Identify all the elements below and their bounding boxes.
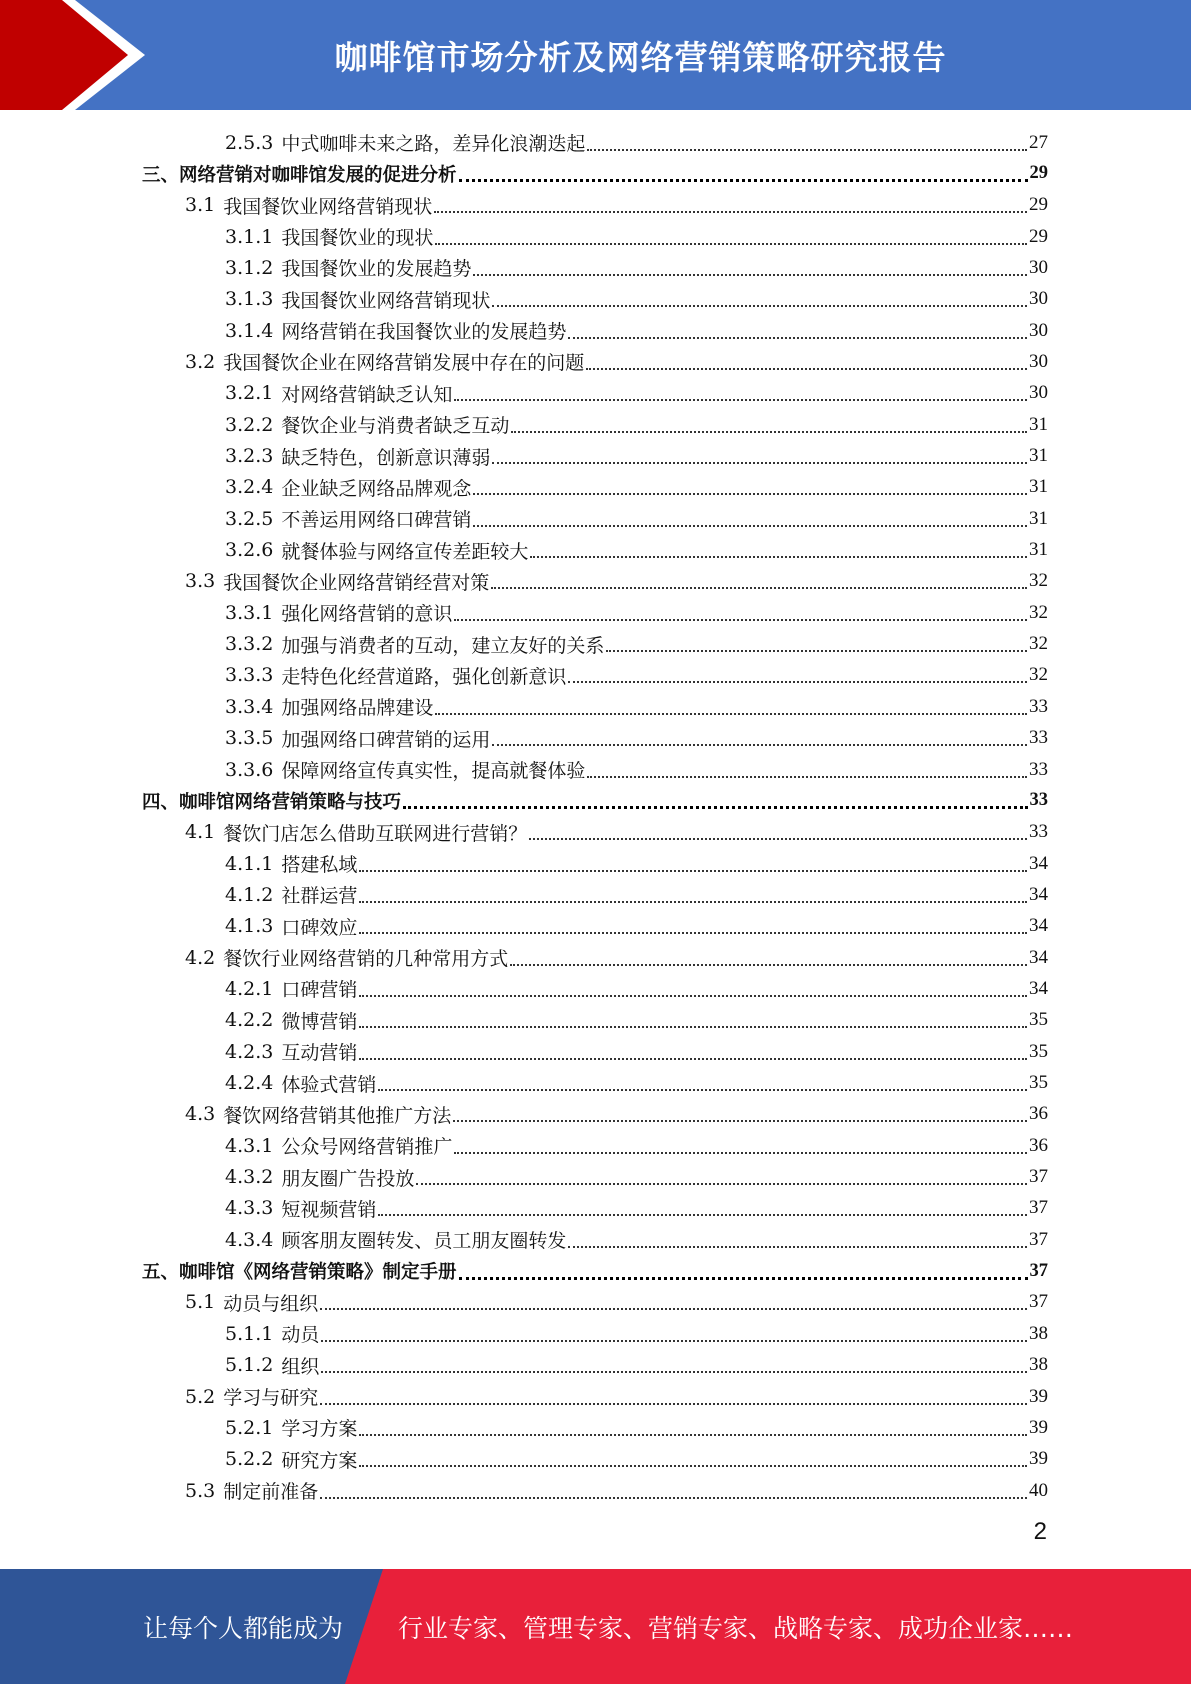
toc-entry[interactable] [185, 1099, 1048, 1130]
toc-entry-page: 32 [1029, 633, 1048, 655]
toc-entry[interactable] [225, 973, 1048, 1004]
toc-entry-number: 3.3 [185, 570, 216, 593]
toc-entry[interactable] [225, 378, 1048, 409]
toc-entry-page: 36 [1029, 1103, 1048, 1125]
toc-dot-leader [530, 538, 1027, 558]
toc-entry-page: 31 [1029, 413, 1048, 435]
toc-dot-leader [434, 193, 1027, 213]
toc-entry[interactable] [185, 942, 1048, 973]
toc-entry-title: 缺乏特色，创新意识薄弱 [281, 446, 491, 469]
toc-entry-title: 对网络营销缺乏认知 [281, 383, 453, 406]
toc-entry-title: 我国餐饮企业在网络营销发展中存在的问题 [223, 352, 585, 375]
toc-entry-title: 学习与研究 [223, 1387, 319, 1409]
toc-dot-leader [459, 161, 1028, 182]
toc-entry-page: 37 [1029, 1291, 1048, 1313]
toc-dot-leader [511, 413, 1027, 433]
toc-dot-leader [473, 507, 1027, 527]
toc-entry-number: 3.1.4 [225, 319, 274, 342]
toc-entry-title: 体验式营销 [281, 1073, 377, 1096]
toc-dot-leader [606, 632, 1027, 652]
toc-entry-number: 4.1.2 [225, 883, 274, 906]
toc-entry-title: 互动营销 [281, 1042, 358, 1065]
toc-entry-number: 3.3.5 [225, 727, 274, 750]
toc-entry-title: 顾客朋友圈转发、员工朋友圈转发 [281, 1230, 567, 1253]
toc-entry-number: 3.3.3 [225, 664, 274, 687]
toc-entry[interactable] [225, 535, 1048, 566]
footer-slogan-right: 行业专家、管理专家、营销专家、战略专家、成功企业家…… [398, 1613, 1074, 1643]
page-footer [0, 1569, 1191, 1684]
toc-entry[interactable] [142, 785, 1048, 816]
toc-entry-page: 36 [1029, 1134, 1048, 1156]
toc-entry-title: 强化网络营销的意识 [281, 603, 453, 626]
toc-entry[interactable] [225, 629, 1048, 660]
toc-entry-title: 企业缺乏网络品牌观念 [281, 477, 472, 500]
toc-entry-title: 加强网络口碑营销的运用 [281, 728, 491, 751]
toc-dot-leader [320, 1290, 1027, 1310]
toc-entry-page: 33 [1029, 695, 1048, 717]
toc-entry-title: 加强网络品牌建设 [281, 697, 434, 720]
toc-entry-number: 3.1 [185, 194, 216, 217]
toc-entry-page: 30 [1029, 382, 1048, 404]
toc-entry-number: 4.3 [185, 1103, 216, 1126]
toc-entry-title: 社群运营 [281, 885, 358, 908]
toc-entry[interactable] [225, 1036, 1048, 1067]
toc-entry[interactable] [225, 691, 1048, 722]
toc-entry[interactable] [225, 1068, 1048, 1099]
toc-entry-title: 我国餐饮业网络营销现状 [223, 195, 433, 218]
toc-entry-page: 34 [1029, 883, 1048, 905]
toc-entry[interactable] [185, 566, 1048, 597]
toc-entry-page: 27 [1029, 131, 1048, 153]
document-title: 咖啡馆市场分析及网络营销策略研究报告 [334, 37, 947, 77]
toc-entry-number: 5.2.2 [225, 1448, 274, 1471]
toc-dot-leader [587, 758, 1027, 778]
toc-entry-page: 33 [1029, 727, 1048, 749]
toc-entry[interactable] [225, 252, 1048, 283]
toc-entry-title: 动员 [281, 1324, 320, 1347]
toc-entry-title: 餐饮门店怎么借助互联网进行营销？ [223, 822, 528, 845]
toc-entry-page: 37 [1029, 1228, 1048, 1250]
toc-entry-title: 我国餐饮业网络营销现状 [281, 289, 491, 312]
toc-entry-page: 38 [1029, 1322, 1048, 1344]
toc-entry-page: 35 [1029, 1072, 1048, 1093]
toc-dot-leader [359, 852, 1027, 872]
toc-entry-number: 3.3.2 [225, 633, 274, 656]
toc-entry-number: 5.2.1 [225, 1416, 274, 1439]
toc-entry-page: 31 [1029, 445, 1048, 466]
toc-entry-title: 保障网络宣传真实性，提高就餐体验 [281, 760, 586, 782]
toc-entry-title: 四、咖啡馆网络营销策略与技巧 [142, 791, 402, 813]
toc-dot-leader [435, 225, 1027, 245]
toc-dot-leader [321, 1353, 1027, 1373]
toc-entry-page: 33 [1029, 821, 1048, 843]
toc-dot-leader [491, 569, 1027, 589]
toc-entry[interactable] [225, 127, 1048, 158]
toc-entry-title: 微博营销 [281, 1010, 358, 1033]
toc-dot-leader [359, 1008, 1027, 1028]
toc-entry[interactable] [225, 1350, 1048, 1381]
toc-entry-title: 我国餐饮业的发展趋势 [281, 258, 472, 281]
toc-entry-number: 5.1.1 [225, 1322, 274, 1345]
toc-entry[interactable] [225, 409, 1048, 440]
toc-entry-number: 4.3.3 [225, 1197, 274, 1220]
toc-entry-number: 5.1 [185, 1291, 216, 1314]
toc-dot-leader [378, 1196, 1027, 1216]
toc-entry-page: 37 [1029, 1166, 1048, 1188]
toc-entry-number: 4.2 [185, 946, 216, 969]
toc-entry[interactable] [225, 503, 1048, 534]
toc-entry[interactable] [225, 1130, 1048, 1161]
toc-entry-page: 34 [1029, 977, 1048, 999]
toc-entry[interactable] [185, 346, 1048, 377]
toc-entry[interactable] [225, 597, 1048, 628]
toc-dot-leader [529, 820, 1027, 840]
toc-dot-leader [492, 444, 1027, 464]
toc-entry-number: 4.1.3 [225, 915, 274, 938]
toc-entry-page: 37 [1029, 1197, 1048, 1219]
toc-dot-leader [492, 726, 1027, 746]
toc-entry-title: 朋友圈广告投放 [281, 1167, 415, 1190]
toc-entry-page: 32 [1029, 601, 1048, 623]
toc-entry-title: 搭建私域 [281, 854, 358, 877]
toc-entry[interactable] [225, 879, 1048, 910]
toc-entry[interactable] [225, 848, 1048, 879]
toc-entry-title: 公众号网络营销推广 [281, 1136, 453, 1159]
toc-entry-title: 网络营销在我国餐饮业的发展趋势 [281, 321, 567, 344]
toc-dot-leader [473, 475, 1027, 495]
toc-entry[interactable] [225, 1412, 1048, 1443]
toc-entry-title: 口碑营销 [281, 979, 358, 1002]
toc-entry-page: 29 [1029, 225, 1048, 247]
toc-entry[interactable] [185, 1381, 1048, 1412]
toc-entry-title: 餐饮网络营销其他推广方法 [223, 1104, 452, 1127]
toc-entry-title: 五、咖啡馆《网络营销策略》制定手册 [142, 1262, 457, 1284]
toc-entry-title: 组织 [281, 1355, 320, 1378]
toc-entry-page: 31 [1029, 476, 1048, 498]
toc-entry-title: 动员与组织 [223, 1292, 319, 1315]
toc-entry-title: 研究方案 [281, 1449, 358, 1472]
toc-entry[interactable] [225, 1318, 1048, 1349]
toc-entry-page: 32 [1029, 570, 1048, 592]
toc-entry-page: 31 [1029, 507, 1048, 529]
toc-entry-number: 3.2.5 [225, 507, 274, 530]
toc-entry-number: 3.2.1 [225, 382, 274, 405]
toc-entry-number: 3.3.4 [225, 695, 274, 718]
toc-entry-page: 34 [1029, 852, 1048, 874]
toc-dot-leader [587, 131, 1027, 151]
toc-entry-number: 4.3.2 [225, 1166, 274, 1189]
toc-entry-page: 34 [1029, 915, 1048, 937]
toc-entry-number: 3.2.2 [225, 413, 274, 436]
toc-entry[interactable] [225, 221, 1048, 252]
toc-dot-leader [359, 1416, 1027, 1436]
toc-entry-number: 4.2.1 [225, 977, 274, 1000]
toc-dot-leader [359, 914, 1027, 934]
toc-entry-number: 4.3.4 [225, 1228, 274, 1251]
toc-entry[interactable] [185, 817, 1048, 848]
toc-entry[interactable] [225, 754, 1048, 785]
toc-entry-page: 39 [1029, 1416, 1048, 1438]
toc-entry-number: 2.5.3 [225, 131, 274, 154]
toc-entry-page: 34 [1029, 946, 1048, 968]
toc-entry[interactable] [225, 472, 1048, 503]
toc-dot-leader [359, 883, 1027, 903]
toc-entry-title: 餐饮行业网络营销的几种常用方式 [223, 948, 509, 971]
toc-dot-leader [359, 977, 1027, 997]
toc-entry-number: 3.3.6 [225, 758, 274, 781]
toc-entry[interactable] [185, 1475, 1048, 1506]
toc-entry-page: 38 [1029, 1354, 1048, 1376]
toc-entry-title: 不善运用网络口碑营销 [281, 509, 472, 532]
toc-entry-number: 3.1.1 [225, 225, 274, 248]
toc-entry-title: 餐饮企业与消费者缺乏互动 [281, 415, 510, 438]
toc-dot-leader [510, 946, 1027, 966]
toc-entry-title: 口碑效应 [281, 916, 358, 939]
toc-entry-page: 30 [1029, 288, 1048, 310]
toc-entry-number: 3.2.4 [225, 476, 274, 499]
toc-entry[interactable] [185, 190, 1048, 221]
page-header [0, 0, 1191, 110]
toc-dot-leader [320, 1385, 1027, 1405]
toc-dot-leader [321, 1322, 1027, 1342]
toc-entry[interactable] [225, 1162, 1048, 1193]
toc-entry-title: 我国餐饮企业网络营销经营对策 [223, 571, 490, 594]
toc-entry-number: 3.2 [185, 350, 216, 373]
toc-dot-leader [586, 350, 1027, 370]
toc-entry-number: 4.3.1 [225, 1134, 274, 1157]
toc-entry-number: 4.1.1 [225, 852, 274, 875]
toc-entry[interactable] [225, 723, 1048, 754]
toc-entry-number: 3.1.2 [225, 256, 274, 279]
toc-dot-leader [320, 1479, 1027, 1499]
toc-entry-page: 39 [1029, 1448, 1048, 1470]
toc-entry-page: 35 [1029, 1040, 1048, 1062]
toc-entry[interactable] [225, 1224, 1048, 1255]
toc-entry[interactable] [142, 1256, 1048, 1287]
toc-entry-number: 3.3.1 [225, 601, 274, 624]
toc-entry-page: 35 [1029, 1009, 1048, 1031]
toc-entry[interactable] [225, 1193, 1048, 1224]
toc-entry[interactable] [225, 315, 1048, 346]
toc-entry-page: 30 [1029, 350, 1048, 372]
toc-entry[interactable] [225, 660, 1048, 691]
toc-entry-number: 5.2 [185, 1385, 216, 1408]
toc-dot-leader [403, 788, 1027, 809]
toc-entry-title: 我国餐饮业的现状 [281, 227, 434, 250]
page-number: 2 [1033, 1518, 1047, 1545]
toc-entry-page: 33 [1029, 758, 1048, 780]
toc-entry-title: 加强与消费者的互动，建立友好的关系 [281, 634, 605, 657]
toc-dot-leader [435, 695, 1027, 715]
toc-entry-page: 29 [1029, 194, 1048, 216]
toc-entry-number: 5.3 [185, 1479, 216, 1502]
toc-dot-leader [454, 601, 1027, 621]
toc-entry-page: 31 [1029, 539, 1048, 561]
toc-entry[interactable] [225, 441, 1048, 472]
toc-entry[interactable] [225, 911, 1048, 942]
toc-entry-title: 短视频营销 [281, 1198, 377, 1221]
toc-entry-page: 40 [1029, 1479, 1048, 1501]
toc-dot-leader [459, 1259, 1028, 1280]
toc-dot-leader [568, 663, 1027, 683]
toc-dot-leader [473, 256, 1027, 276]
toc-entry[interactable] [225, 1444, 1048, 1475]
toc-dot-leader [492, 287, 1027, 307]
toc-entry[interactable] [185, 1287, 1048, 1318]
toc-dot-leader [378, 1071, 1027, 1091]
toc-entry[interactable] [225, 1005, 1048, 1036]
toc-entry-number: 3.2.3 [225, 445, 274, 467]
toc-dot-leader [568, 319, 1027, 339]
toc-entry-page: 30 [1029, 256, 1048, 278]
toc-entry-number: 4.2.2 [225, 1009, 274, 1032]
toc-entry-number: 5.1.2 [225, 1354, 274, 1377]
toc-entry[interactable] [142, 158, 1048, 189]
toc-entry-title: 中式咖啡未来之路，差异化浪潮迭起 [281, 133, 586, 155]
toc-entry-page: 32 [1029, 664, 1048, 686]
toc-dot-leader [568, 1228, 1027, 1248]
toc-entry-title: 就餐体验与网络宣传差距较大 [281, 540, 529, 563]
toc-entry-number: 4.2.4 [225, 1072, 274, 1094]
toc-dot-leader [454, 1134, 1027, 1154]
toc-dot-leader [359, 1447, 1027, 1467]
toc-entry-title: 三、网络营销对咖啡馆发展的促进分析 [142, 164, 457, 186]
toc-dot-leader [453, 1102, 1027, 1122]
toc-dot-leader [454, 381, 1027, 401]
footer-slogan-left: 让每个人都能成为 [143, 1613, 344, 1643]
toc-entry-title: 走特色化经营道路，强化创新意识 [281, 665, 567, 688]
toc-entry-page: 39 [1029, 1385, 1048, 1407]
toc-entry-number: 4.2.3 [225, 1040, 274, 1063]
toc-entry-page: 33 [1029, 790, 1048, 811]
toc-entry-number: 3.2.6 [225, 539, 274, 562]
toc-entry-title: 学习方案 [281, 1418, 358, 1441]
toc-entry[interactable] [225, 284, 1048, 315]
toc-entry-number: 4.1 [185, 821, 216, 844]
toc-dot-leader [359, 1040, 1027, 1060]
toc-entry-page: 37 [1029, 1260, 1048, 1281]
toc-entry-title: 制定前准备 [223, 1481, 319, 1504]
toc-dot-leader [416, 1165, 1027, 1185]
toc-entry-page: 29 [1029, 163, 1048, 184]
toc-entry-page: 30 [1029, 319, 1048, 341]
toc-entry-number: 3.1.3 [225, 288, 274, 311]
